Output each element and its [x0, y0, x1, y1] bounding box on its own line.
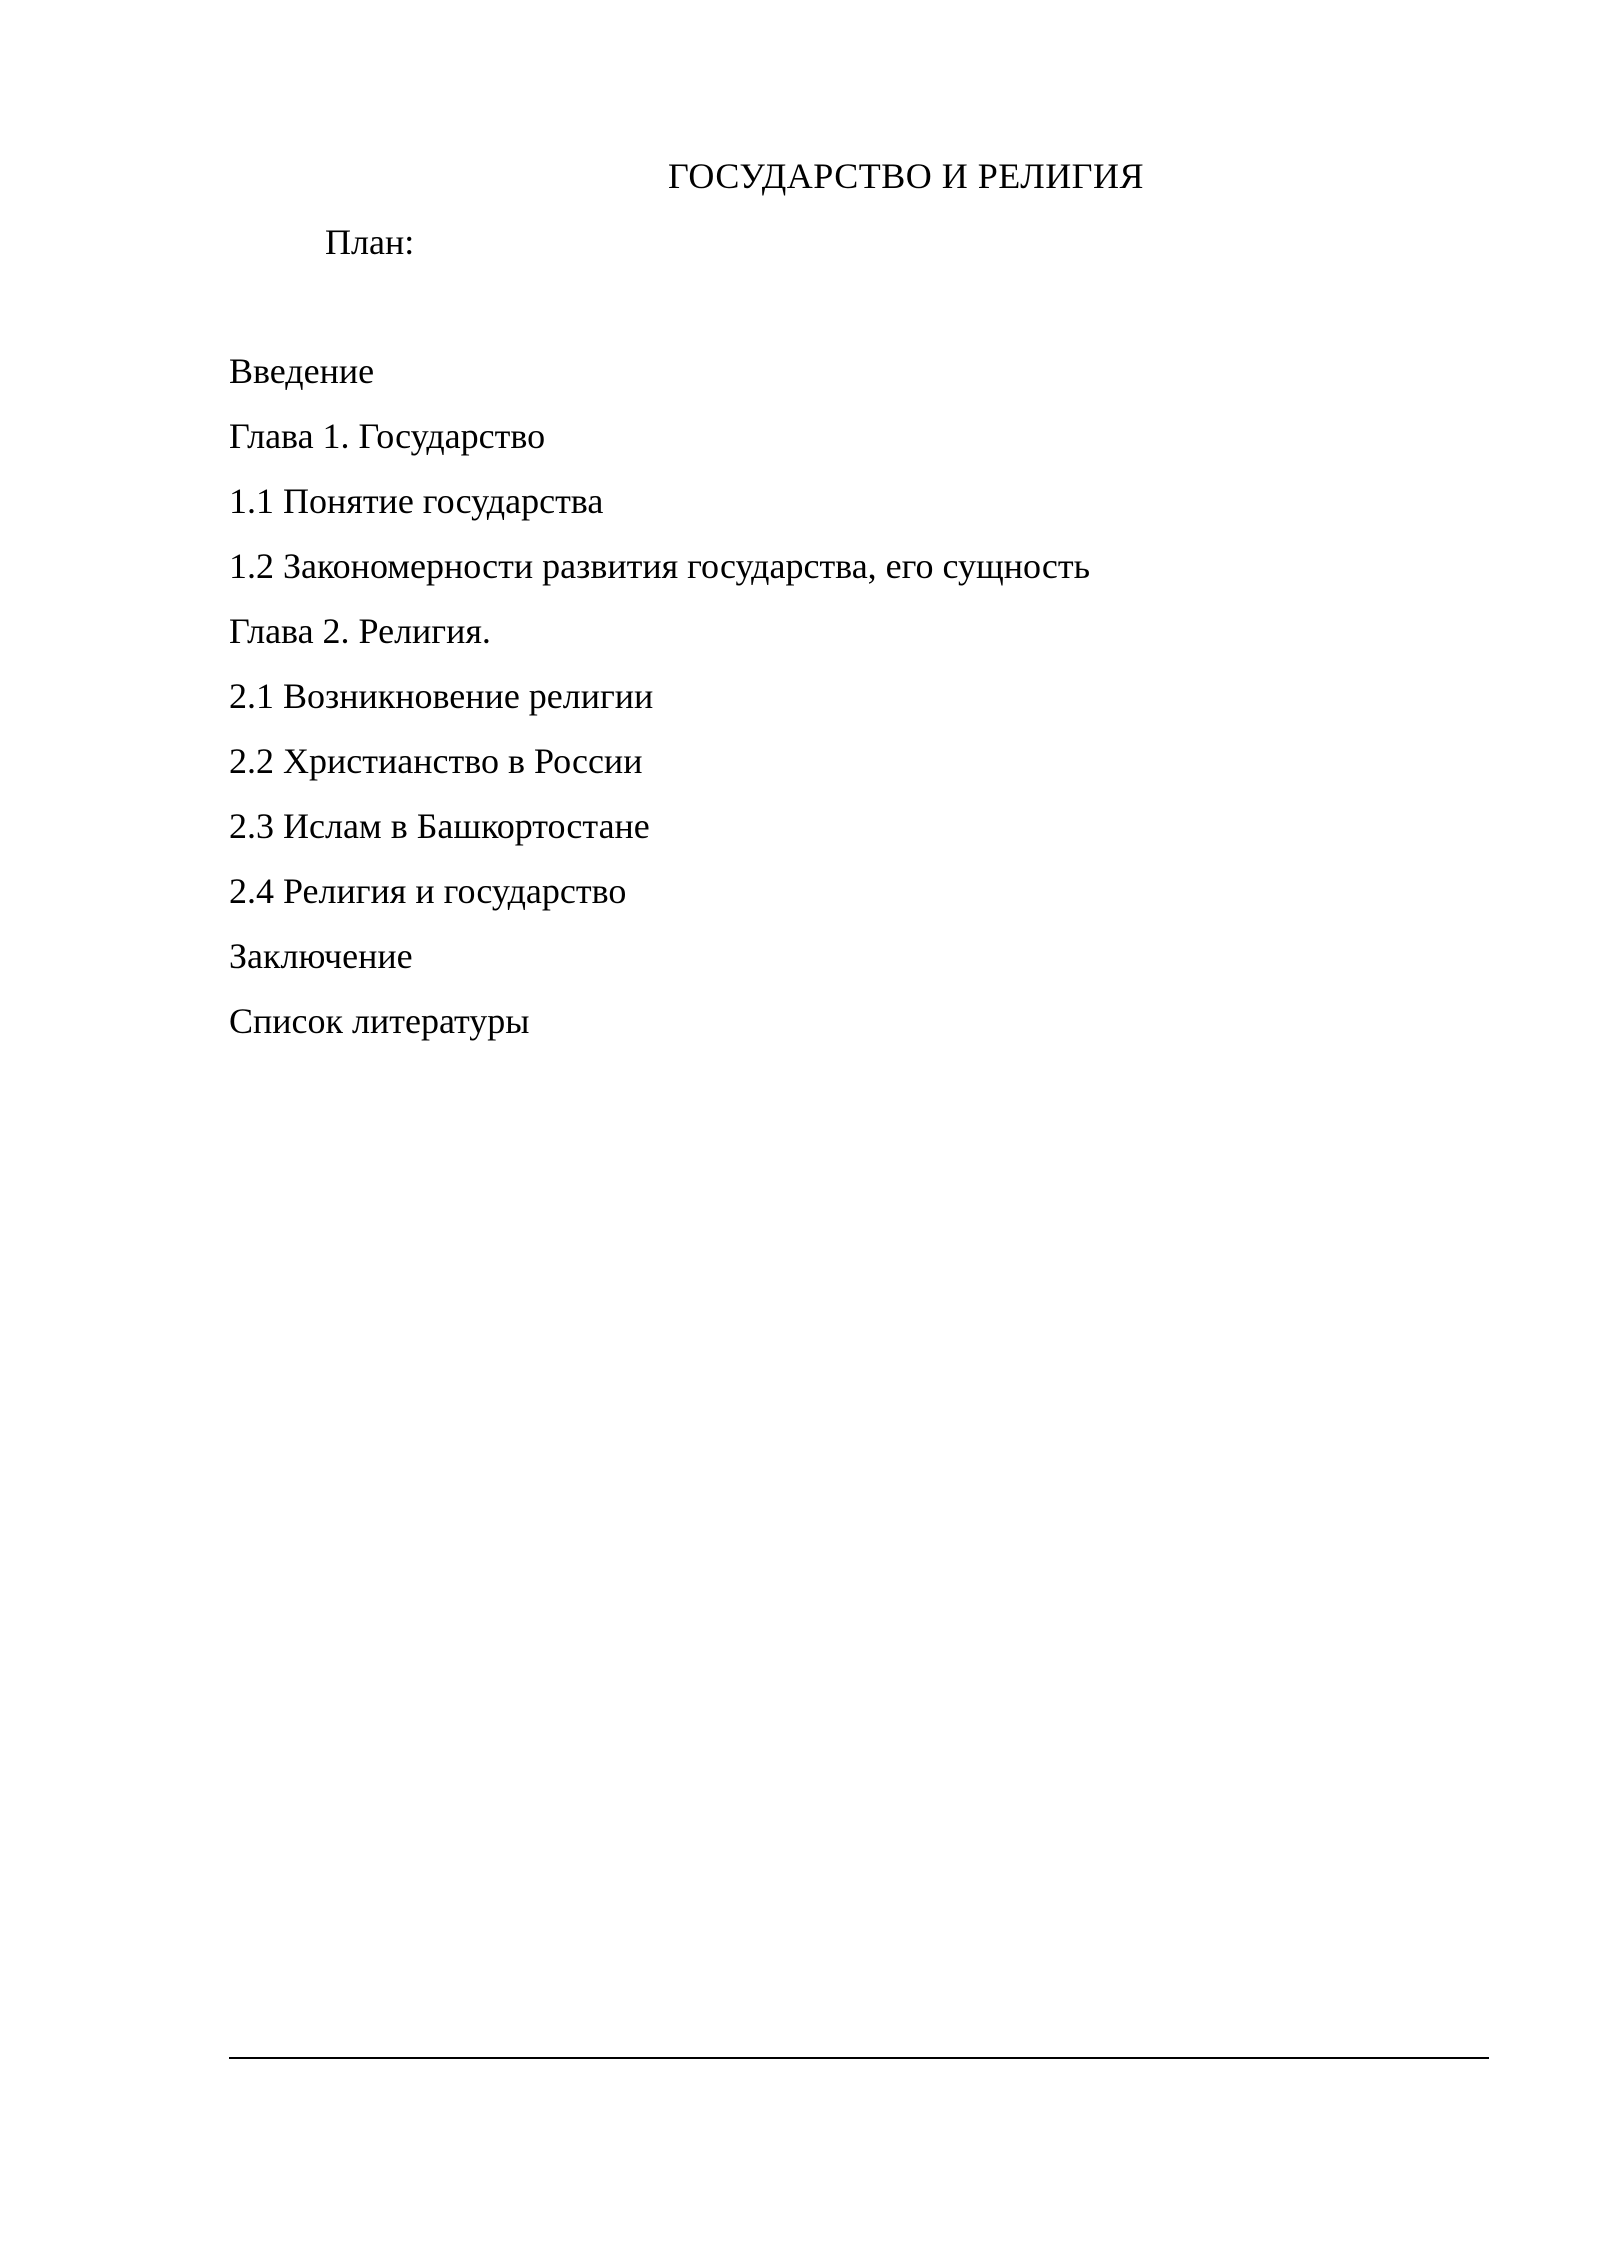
- plan-label: План:: [325, 222, 415, 262]
- toc-item-2-3: 2.3 Ислам в Башкортостане: [229, 806, 650, 846]
- toc-item-1-2: 1.2 Закономерности развития государства, его сущность: [229, 546, 1091, 586]
- toc-item-1-1: 1.1 Понятие государства: [229, 481, 604, 521]
- table-of-contents: [229, 345, 1090, 1060]
- toc-item-chapter-2: Глава 2. Религия.: [229, 611, 491, 651]
- toc-item-introduction: Введение: [229, 351, 375, 391]
- toc-item-2-4: 2.4 Религия и государство: [229, 871, 627, 911]
- toc-item-conclusion: Заключение: [229, 936, 413, 976]
- toc-item-2-1: 2.1 Возникновение религии: [229, 676, 654, 716]
- footnote-separator: [229, 2057, 1489, 2059]
- toc-item-bibliography: Список литературы: [229, 1001, 530, 1041]
- toc-item-2-2: 2.2 Христианство в России: [229, 741, 643, 781]
- document-title: ГОСУДАРСТВО И РЕЛИГИЯ: [667, 156, 1145, 196]
- toc-item-chapter-1: Глава 1. Государство: [229, 416, 546, 456]
